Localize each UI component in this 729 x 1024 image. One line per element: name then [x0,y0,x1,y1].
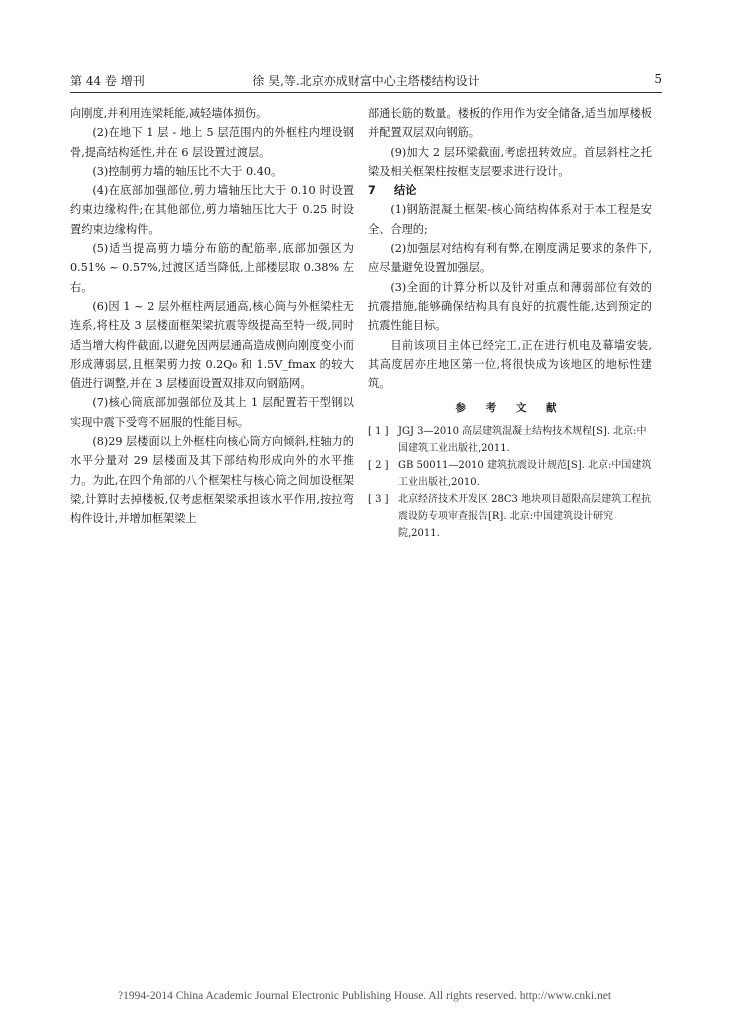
paragraph: (3)控制剪力墙的轴压比不大于 0.40。 [92,164,283,178]
right-column [368,104,652,542]
paragraph: 部通长筋的数量。楼板的作用作为安全储备,适当加厚楼板并配置双层双向钢筋。 [368,107,652,140]
page-header [70,72,662,90]
left-column [70,104,354,529]
conclusion-item: (2)加强层对结构有利有弊,在刚度满足要求的条件下,应尽量避免设置加强层。 [368,242,652,275]
section-title: 结论 [394,184,417,198]
section-number: 7 [368,184,376,198]
reference-number: [ 2 ] [368,459,389,471]
paragraph: (7)核心筒底部加强部位及其上 1 层配置若干型钢以实现中震下受弯不屈服的性能目标。 [70,396,354,429]
copyright-footer: ?1994-2014 China Academic Journal Electronic Publishing House. All rights reserved. http://www.cnki.net [117,990,612,1002]
paragraph: (9)加大 2 层环梁截面,考虑扭转效应。首层斜柱之托梁及相关框架柱按框支层要求进行设计。 [368,145,652,178]
conclusion-item: (1)钢筋混凝土框架-核心筒结构体系对于本工程是安全、合理的; [368,203,652,236]
reference-item [368,457,652,491]
reference-text: 北京经济技术开发区 28C3 地块项目超限高层建筑工程抗震设防专项审查报告[R]. 北京:中国建筑设计研究院,2011. [398,493,652,539]
paragraph: (2)在地下 1 层 - 地上 5 层范围内的外框柱内埋设钢骨,提高结构延性,并在 6 层设置过渡层。 [70,126,354,159]
journal-volume: 第 44 卷 增刊 [70,74,145,88]
reference-item [368,491,652,542]
paragraph: (8)29 层楼面以上外框柱向核心筒方向倾斜,柱轴力的水平分量对 29 层楼面及其下部结构形成向外的水平推力。为此,在四个角部的八个框架柱与核心筒之间加设框架梁,计算时去掉楼板,仅考虑框架梁承担该水平作用,按拉弯构件设计,并增加框架梁上 [70,435,354,526]
header-rule [70,92,662,93]
running-title: 徐 昊,等.北京亦成财富中心主塔楼结构设计 [252,74,480,88]
reference-number: [ 3 ] [368,493,389,505]
reference-text: GB 50011—2010 建筑抗震设计规范[S]. 北京:中国建筑工业出版社,2010. [398,459,652,488]
section-heading [368,181,652,200]
reference-item [368,423,652,457]
paragraph: (5)适当提高剪力墙分布筋的配筋率,底部加强区为 0.51% ~ 0.57%,过渡区适当降低,上部楼层取 0.38% 左右。 [70,242,354,294]
paragraph: 目前该项目主体已经完工,正在进行机电及幕墙安装,其高度居亦庄地区第一位,将很快成为该地区的地标性建筑。 [368,338,652,391]
paragraph: 向刚度,并利用连梁耗能,减轻墙体损伤。 [70,107,268,120]
page-number: 5 [654,72,662,86]
conclusion-item: (3)全面的计算分析以及针对重点和薄弱部位有效的抗震措施,能够确保结构具有良好的抗震性能,达到预定的抗震性能目标。 [368,280,652,333]
paragraph: (4)在底部加强部位,剪力墙轴压比大于 0.10 时设置约束边缘构件;在其他部位,剪力墙轴压比大于 0.25 时设置约束边缘构件。 [70,184,354,236]
references-title: 参 考 文 献 [455,402,565,415]
paragraph: (6)因 1 ~ 2 层外框柱两层通高,核心筒与外框梁柱无连系,将柱及 3 层楼面框架梁抗震等级提高至特一级,同时适当增大构件截面,以避免因两层通高造成侧向刚度变小而形成薄弱层,且框架剪力按 0.2Q₀ 和 1.5V_fmax 的较大值进行调整,并在 3 层楼面设置双排双向钢筋网。 [70,299,354,391]
reference-number: [ 1 ] [368,425,389,437]
reference-text: JGJ 3—2010 高层建筑混凝土结构技术规程[S]. 北京:中国建筑工业出版社,2011. [398,425,647,454]
